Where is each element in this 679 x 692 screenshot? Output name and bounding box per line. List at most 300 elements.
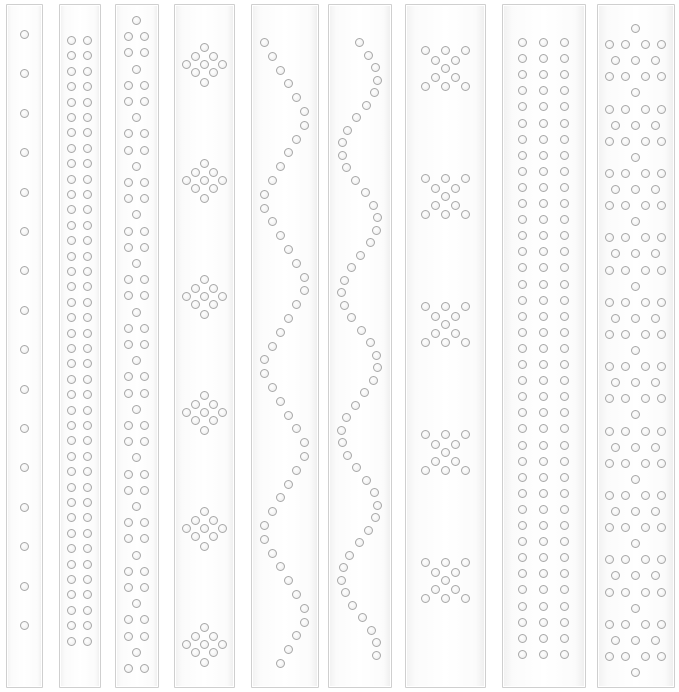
hole [641, 330, 650, 339]
hole [191, 632, 200, 641]
hole [605, 330, 614, 339]
hole [67, 421, 76, 430]
hole [539, 167, 548, 176]
hole [560, 263, 569, 272]
hole [339, 563, 348, 572]
hole [347, 263, 356, 272]
hole [518, 553, 527, 562]
hole [67, 67, 76, 76]
hole [124, 324, 133, 333]
hole [560, 70, 569, 79]
hole [260, 521, 269, 530]
hole [431, 184, 440, 193]
hole [140, 470, 149, 479]
hole [539, 408, 548, 417]
hole [631, 636, 640, 645]
hole [200, 78, 209, 87]
hole [518, 86, 527, 95]
hole [83, 329, 92, 338]
hole [539, 585, 548, 594]
hole [560, 521, 569, 530]
strip-double-column [59, 4, 101, 688]
hole [621, 491, 630, 500]
hole [67, 205, 76, 214]
hole [182, 524, 191, 533]
hole [140, 48, 149, 57]
hole [605, 491, 614, 500]
hole [421, 466, 430, 475]
hole [20, 266, 29, 275]
hole [67, 221, 76, 230]
hole [67, 175, 76, 184]
hole [461, 466, 470, 475]
hole [83, 621, 92, 630]
hole [451, 440, 460, 449]
hole [539, 473, 548, 482]
hole [268, 52, 277, 61]
hole [140, 178, 149, 187]
hole [209, 400, 218, 409]
hole [621, 362, 630, 371]
hole [657, 620, 666, 629]
hole [300, 604, 309, 613]
hole [191, 284, 200, 293]
hole [621, 555, 630, 564]
hole [20, 463, 29, 472]
hole [461, 338, 470, 347]
hole [140, 518, 149, 527]
hole [621, 459, 630, 468]
hole [268, 217, 277, 226]
hole [657, 523, 666, 532]
hole [140, 583, 149, 592]
hole [83, 144, 92, 153]
hole [518, 521, 527, 530]
hole [641, 555, 650, 564]
hole [83, 159, 92, 168]
hole [268, 383, 277, 392]
hole [657, 394, 666, 403]
hole [539, 328, 548, 337]
hole [276, 162, 285, 171]
hole [124, 146, 133, 155]
hole [83, 313, 92, 322]
hole [560, 231, 569, 240]
hole [342, 413, 351, 422]
hole [518, 102, 527, 111]
hole [518, 151, 527, 160]
hole [560, 489, 569, 498]
hole [539, 151, 548, 160]
hole [539, 231, 548, 240]
hole [631, 185, 640, 194]
hole [657, 362, 666, 371]
hole [372, 351, 381, 360]
hole [140, 664, 149, 673]
hole [641, 491, 650, 500]
hole [605, 394, 614, 403]
hole [605, 233, 614, 242]
hole [605, 459, 614, 468]
hole [83, 128, 92, 137]
hole [124, 664, 133, 673]
hole [83, 252, 92, 261]
hole [657, 652, 666, 661]
hole [292, 631, 301, 640]
hole [260, 355, 269, 364]
hole [200, 43, 209, 52]
hole [611, 571, 620, 580]
hole [284, 480, 293, 489]
hole [641, 137, 650, 146]
hole [364, 51, 373, 60]
hole [421, 210, 430, 219]
hole [560, 569, 569, 578]
hole [209, 416, 218, 425]
hole [200, 391, 209, 400]
strip-triple-column [502, 4, 586, 688]
hole [421, 430, 430, 439]
hole [539, 296, 548, 305]
hole [268, 507, 277, 516]
hole [268, 549, 277, 558]
hole [539, 424, 548, 433]
hole [83, 390, 92, 399]
hole [605, 266, 614, 275]
hole [621, 40, 630, 49]
hole [191, 184, 200, 193]
hole [461, 174, 470, 183]
hole [518, 312, 527, 321]
hole [140, 194, 149, 203]
hole [140, 534, 149, 543]
hole [657, 233, 666, 242]
hole [518, 167, 527, 176]
hole [140, 372, 149, 381]
hole [441, 46, 450, 55]
hole [182, 408, 191, 417]
hole [124, 437, 133, 446]
hole [631, 507, 640, 516]
hole [441, 302, 450, 311]
hole [124, 194, 133, 203]
hole [352, 463, 361, 472]
hole [441, 192, 450, 201]
hole [83, 98, 92, 107]
hole [372, 226, 381, 235]
hole [539, 441, 548, 450]
hole [351, 176, 360, 185]
hole [182, 60, 191, 69]
hole [268, 176, 277, 185]
hole [182, 292, 191, 301]
hole [605, 201, 614, 210]
hole [539, 344, 548, 353]
hole [292, 466, 301, 475]
hole [292, 259, 301, 268]
hole [191, 68, 200, 77]
hole [657, 491, 666, 500]
hole [621, 169, 630, 178]
hole [360, 388, 369, 397]
hole [369, 201, 378, 210]
hole [461, 46, 470, 55]
hole [631, 56, 640, 65]
hole [539, 215, 548, 224]
hole [657, 169, 666, 178]
hole [351, 401, 360, 410]
hole [605, 298, 614, 307]
hole [191, 532, 200, 541]
hole [560, 650, 569, 659]
hole [83, 513, 92, 522]
strip-bowtie-clusters [405, 4, 486, 688]
hole [140, 437, 149, 446]
hole [124, 178, 133, 187]
hole [539, 602, 548, 611]
hole [657, 137, 666, 146]
hole [260, 190, 269, 199]
hole [518, 441, 527, 450]
hole [218, 524, 227, 533]
hole [641, 588, 650, 597]
hole [276, 231, 285, 240]
hole [631, 346, 640, 355]
hole [631, 571, 640, 580]
hole [611, 121, 620, 130]
hole [140, 632, 149, 641]
hole [140, 324, 149, 333]
hole [518, 199, 527, 208]
hole [621, 427, 630, 436]
hole [421, 302, 430, 311]
hole [67, 159, 76, 168]
hole [441, 174, 450, 183]
hole [355, 38, 364, 47]
hole [621, 72, 630, 81]
hole [83, 298, 92, 307]
hole [364, 526, 373, 535]
hole [605, 40, 614, 49]
hole [605, 105, 614, 114]
hole [560, 585, 569, 594]
hole [651, 443, 660, 452]
hole [431, 329, 440, 338]
hole [631, 121, 640, 130]
hole [451, 329, 460, 338]
hole [651, 56, 660, 65]
hole [83, 406, 92, 415]
hole [518, 457, 527, 466]
hole [621, 652, 630, 661]
hole [539, 86, 548, 95]
hole [651, 314, 660, 323]
hole [20, 306, 29, 315]
hole [83, 113, 92, 122]
hole [631, 410, 640, 419]
hole [300, 286, 309, 295]
hole [641, 169, 650, 178]
hole [191, 400, 200, 409]
hole [657, 105, 666, 114]
hole [67, 498, 76, 507]
hole [340, 276, 349, 285]
hole [284, 576, 293, 585]
hole [518, 505, 527, 514]
hole [441, 320, 450, 329]
hole [560, 167, 569, 176]
hole [292, 424, 301, 433]
hole [641, 233, 650, 242]
hole [518, 634, 527, 643]
hole [518, 650, 527, 659]
hole [651, 571, 660, 580]
hole [421, 594, 430, 603]
hole [200, 426, 209, 435]
hole [605, 620, 614, 629]
hole [441, 64, 450, 73]
hole [441, 448, 450, 457]
hole [431, 440, 440, 449]
hole [67, 82, 76, 91]
hole [621, 523, 630, 532]
hole [132, 453, 141, 462]
hole [611, 249, 620, 258]
hole [284, 411, 293, 420]
hole [20, 503, 29, 512]
hole [67, 483, 76, 492]
hole [461, 430, 470, 439]
hole [218, 176, 227, 185]
hole [539, 135, 548, 144]
hole [518, 360, 527, 369]
hole [611, 314, 620, 323]
hole [641, 362, 650, 371]
hole [621, 266, 630, 275]
hole [218, 640, 227, 649]
hole [373, 501, 382, 510]
hole [539, 392, 548, 401]
hole [200, 408, 209, 417]
hole [657, 72, 666, 81]
hole [132, 599, 141, 608]
hole [292, 135, 301, 144]
hole [518, 344, 527, 353]
hole [371, 513, 380, 522]
hole [539, 537, 548, 546]
hole [343, 451, 352, 460]
hole [191, 52, 200, 61]
hole [641, 201, 650, 210]
hole [209, 284, 218, 293]
hole [518, 618, 527, 627]
hole [292, 93, 301, 102]
hole [132, 648, 141, 657]
hole [560, 505, 569, 514]
hole [337, 288, 346, 297]
hole [20, 148, 29, 157]
hole [657, 588, 666, 597]
hole [67, 298, 76, 307]
hole [539, 70, 548, 79]
hole [621, 105, 630, 114]
hole [260, 204, 269, 213]
hole [539, 247, 548, 256]
hole [451, 56, 460, 65]
hole [539, 376, 548, 385]
hole [67, 436, 76, 445]
hole [284, 645, 293, 654]
hole [124, 534, 133, 543]
hole [431, 312, 440, 321]
hole [518, 408, 527, 417]
hole [132, 308, 141, 317]
hole [441, 430, 450, 439]
hole [67, 252, 76, 261]
hole [539, 38, 548, 47]
hole [124, 470, 133, 479]
hole [352, 113, 361, 122]
hole [605, 555, 614, 564]
hole [83, 452, 92, 461]
hole [140, 567, 149, 576]
hole [560, 86, 569, 95]
hole [560, 408, 569, 417]
hole [560, 151, 569, 160]
hole [518, 215, 527, 224]
hole [657, 40, 666, 49]
hole [20, 385, 29, 394]
hole [518, 376, 527, 385]
hole [605, 652, 614, 661]
hole [209, 184, 218, 193]
hole [560, 312, 569, 321]
hole [200, 159, 209, 168]
hole [421, 82, 430, 91]
hole [518, 473, 527, 482]
hole [518, 585, 527, 594]
hole [276, 493, 285, 502]
hole [431, 457, 440, 466]
hole [560, 183, 569, 192]
hole [641, 652, 650, 661]
hole [539, 489, 548, 498]
hole [361, 188, 370, 197]
hole [539, 119, 548, 128]
hole [132, 405, 141, 414]
hole [200, 542, 209, 551]
hole [67, 51, 76, 60]
hole [518, 263, 527, 272]
hole [83, 282, 92, 291]
hole [191, 300, 200, 309]
hole [370, 88, 379, 97]
hole [218, 292, 227, 301]
hole [209, 532, 218, 541]
hole [560, 424, 569, 433]
hole [431, 585, 440, 594]
hole [83, 221, 92, 230]
hole [124, 48, 133, 57]
hole [560, 441, 569, 450]
hole [539, 199, 548, 208]
strip-single-column [6, 4, 43, 688]
hole [631, 217, 640, 226]
hole [451, 201, 460, 210]
hole [657, 459, 666, 468]
hole [621, 201, 630, 210]
hole [539, 360, 548, 369]
